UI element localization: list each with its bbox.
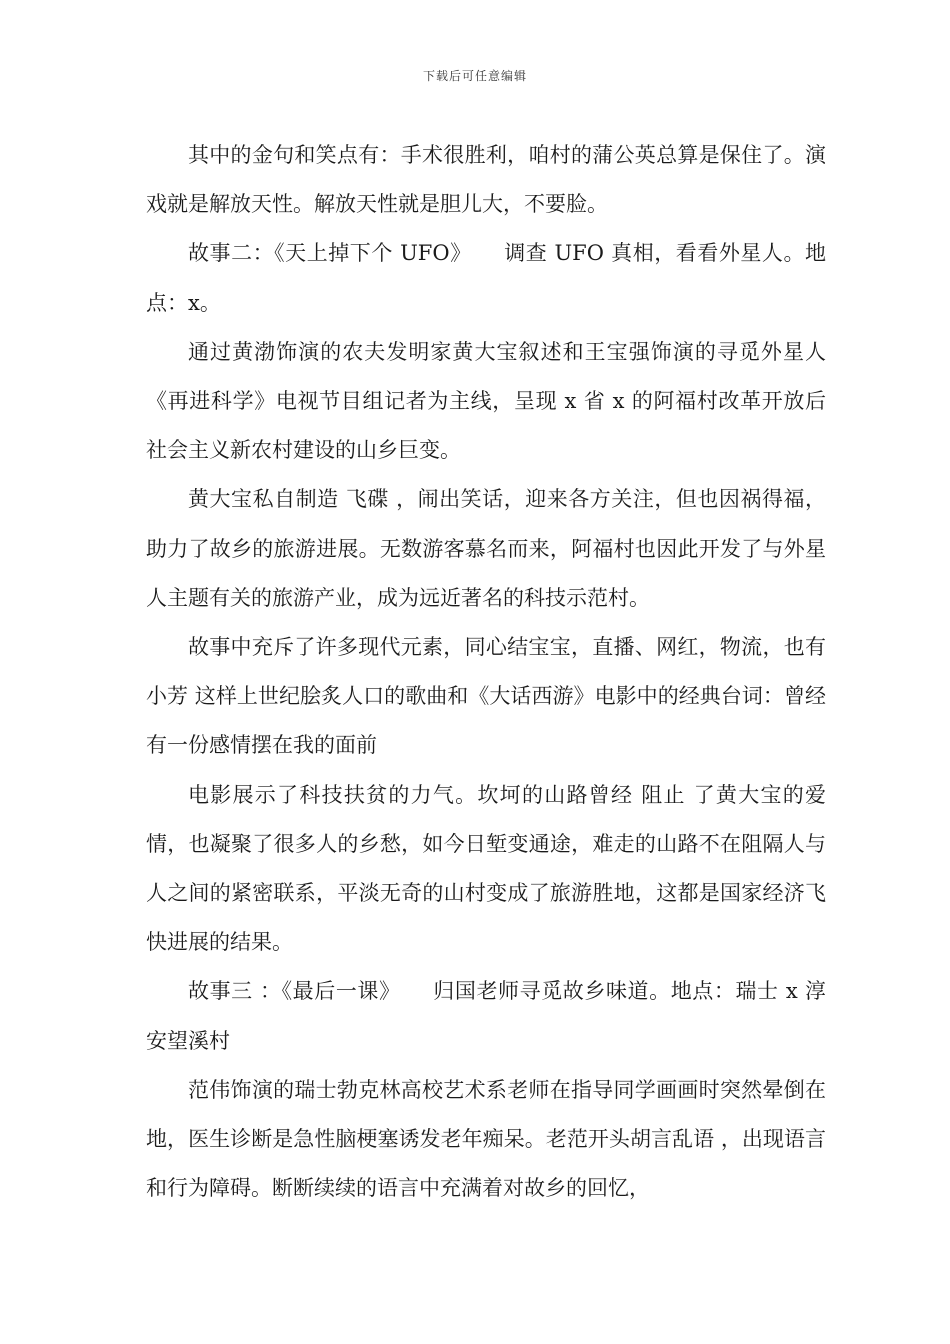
paragraph-1: 其中的金句和笑点有：手术很胜利，咱村的蒲公英总算是保住了。演戏就是解放天性。解放天性就是胆儿大，不要脸。: [146, 143, 826, 217]
paragraph-2: 故事二：《天上掉下个 UFO》 调查 UFO 真相，看看外星人。地点：x。: [146, 241, 826, 315]
paragraph-5: 故事中充斥了许多现代元素，同心结宝宝，直播、网红，物流，也有 小芳 这样上世纪脍炙人口的歌曲和《大话西游》电影中的经典台词：曾经有一份感情摆在我的面前: [146, 635, 826, 758]
paragraph-3: 通过黄渤饰演的农夫发明家黄大宝叙述和王宝强饰演的寻觅外星人《再进科学》电视节目组记者为主线，呈现 x 省 x 的阿福村改革开放后社会主义新农村建设的山乡巨变。: [146, 339, 826, 463]
paragraph-7: 故事三 ：《最后一课》 归国老师寻觅故乡味道。地点：瑞士 x 淳安望溪村: [146, 979, 826, 1053]
page-header: 下载后可任意编辑: [422, 69, 527, 83]
paragraph-8: 范伟饰演的瑞士勃克林高校艺术系老师在指导同学画画时突然晕倒在地，医生诊断是急性脑梗塞诱发老年痴呆。老范开头胡言乱语 ，出现语言和行为障碍。断断续续的语言中充满着对故乡的回忆，: [146, 1077, 826, 1201]
paragraph-6: 电影展示了科技扶贫的力气。坎坷的山路曾经 阻止 了黄大宝的爱情，也凝聚了很多人的乡愁，如今日堑变通途，难走的山路不在阻隔人与人之间的紧密联系，平淡无奇的山村变成了旅游胜地，这都是国家经济飞快进展的结果。: [146, 782, 826, 955]
document-body: [146, 131, 826, 1213]
paragraph-4: 黄大宝私自制造 飞碟 ，闹出笑话，迎来各方关注，但也因祸得福，助力了故乡的旅游进展。无数游客慕名而来，阿福村也因此开发了与外星人主题有关的旅游产业，成为远近著名的科技示范村。: [146, 487, 826, 610]
